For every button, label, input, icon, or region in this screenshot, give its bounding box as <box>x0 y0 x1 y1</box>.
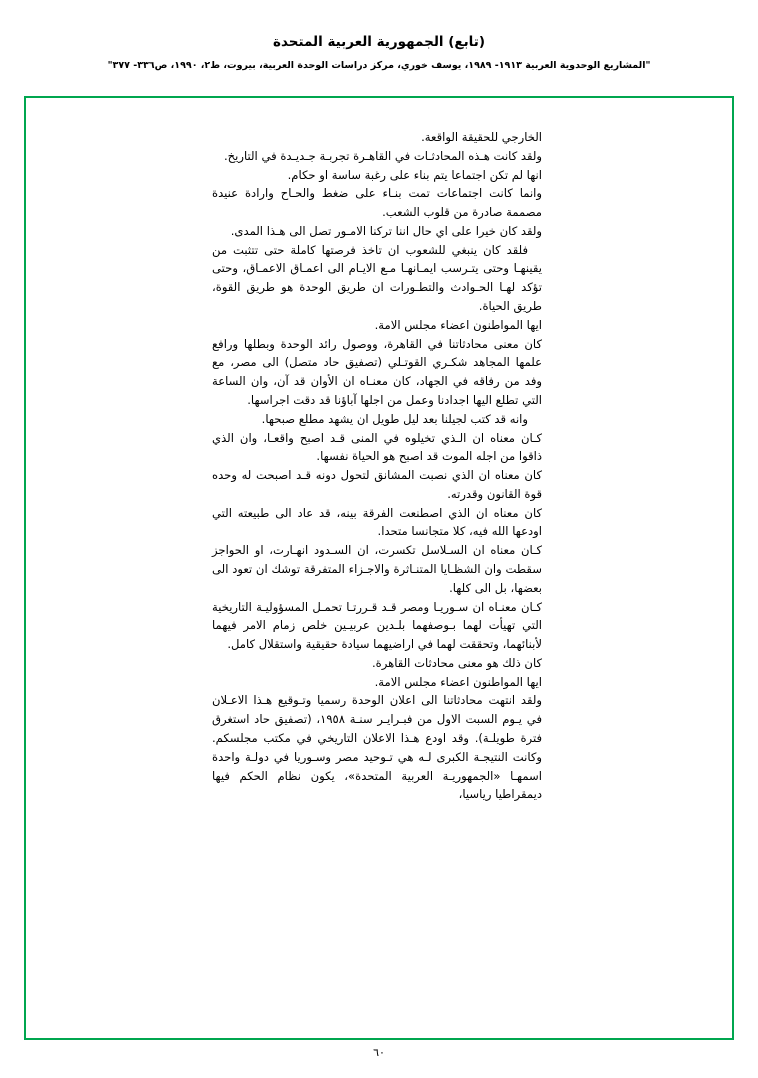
page-header <box>0 0 758 71</box>
paragraph: ايها المواطنون اعضاء مجلس الامة. <box>374 317 542 332</box>
paragraph: ولقد كانت هـذه المحادثـات في القاهـرة تجربـة جـديـدة في التاريخ. <box>224 148 542 163</box>
paragraph: كـان معناه ان السـلاسل تكسرت، ان السـدود انهـارت، او الحواجز سقطت وان الشظـايا المتنـاثرة والاجـزاء المتفرقة توشك ان تعود الى بعضها، بل الى كلها. <box>212 543 542 595</box>
paragraph: انها لم تكن اجتماعا يتم بناء على رغبة ساسة او حكام. <box>287 167 542 182</box>
page-title: (تابع) الجمهورية العربية المتحدة <box>273 34 485 50</box>
paragraph: كان معناه ان الذي نصبت المشانق لتحول دونه قـد اصبحت له وحده قوة القانون وقدرته. <box>212 468 542 501</box>
paragraph: ولقد انتهت محادثاتنا الى اعلان الوحدة رسميا وتـوقيع هـذا الاعـلان في يـوم السبت الاول من فبـرايـر سنـة ١٩٥٨، (تصفيق حاد استغرق فترة طويلـة). وقد اودع هـذا الاعلان التاريخي في مكتب مجلسكم. وكانت النتيجـة الكبرى لـه هي تـوحيد مصر وسـوريا في دولـة واحدة اسمهـا «الجمهوريـة العربية المتحدة»، يكون نظام الحكم فيها ديمقراطيا رياسيا، <box>212 693 542 802</box>
paragraph: فلقد كان ينبغي للشعوب ان تاخذ فرصتها كاملة حتى تتثبت من يقينهـا وحتى يتـرسب ايمـانهـا مـع الايـام الى اعمـاق الاعمـاق، وحتى تؤكد لهـا الحـوادث والتطـورات ان طريق الوحدة هو طريق القوة، طريق الحياة. <box>212 242 542 314</box>
body-text <box>0 128 758 804</box>
paragraph: كان ذلك هو معنى محادثات القاهرة. <box>371 655 542 670</box>
paragraph: وانه قد كتب لجيلنا بعد ليل طويل ان يشهد مطلع صبحها. <box>261 411 528 426</box>
paragraph: الخارجي للحقيقة الواقعة. <box>421 130 542 144</box>
paragraph: ولقد كان خيرا على اي حال اننا تركنا الامـور تصل الى هـذا المدى. <box>230 223 542 238</box>
source-citation: "المشاريع الوحدوية العربية ١٩١٣- ١٩٨٩، يوسف خوري، مركز دراسات الوحدة العربية، بيروت، ط٢، ١٩٩٠، ص٣٣٦- ٣٧٧" <box>107 60 651 71</box>
paragraph: كـان معنـاه ان سـوريـا ومصر قـد قـررتـا تحمـل المسؤوليـة التاريخية التي تهيأت لهما بـوصفهما بلـدين عربيـين خلص زمام الامر فيهما لأبنائهما، وتحققت لهما في اراضيهما سيادة حقيقية واستقلال كامل. <box>212 599 542 652</box>
paragraph: ايها المواطنون اعضاء مجلس الامة. <box>374 674 542 689</box>
paragraph: كان معناه ان الذي اصطنعت الفرقة بينه، قد عاد الى طبيعته التي اودعها الله فيه، كلا متجانسا متحدا. <box>212 505 542 539</box>
paragraph: كان معنى محادثاتنا في القاهرة، ووصول رائد الوحدة وبطلها ورافع علمها المجاهد شكـري القوتـلي (تصفيق حاد متصل) الى مصر، مع وفد من رفاقه في الجهاد، كان معنـاه ان الأوان قد آن، وان الساعة التي تطلع اليها اجدادنا وعمل من اجلها آباؤنا قد دقت اجراسها. <box>212 336 542 407</box>
paragraph: كـان معناه ان الـذي تخيلوه في المنى قـد اصبح واقعـا، وان الذي ذاقوا من اجله الموت قد اصبح هو الحياة نفسها. <box>212 430 542 464</box>
page-number: ٦٠ <box>373 1046 385 1059</box>
paragraph: وانما كانت اجتماعات تمت بنـاء على ضغط والحـاح وارادة عنيدة مصممة صادرة من قلوب الشعب. <box>212 186 542 220</box>
